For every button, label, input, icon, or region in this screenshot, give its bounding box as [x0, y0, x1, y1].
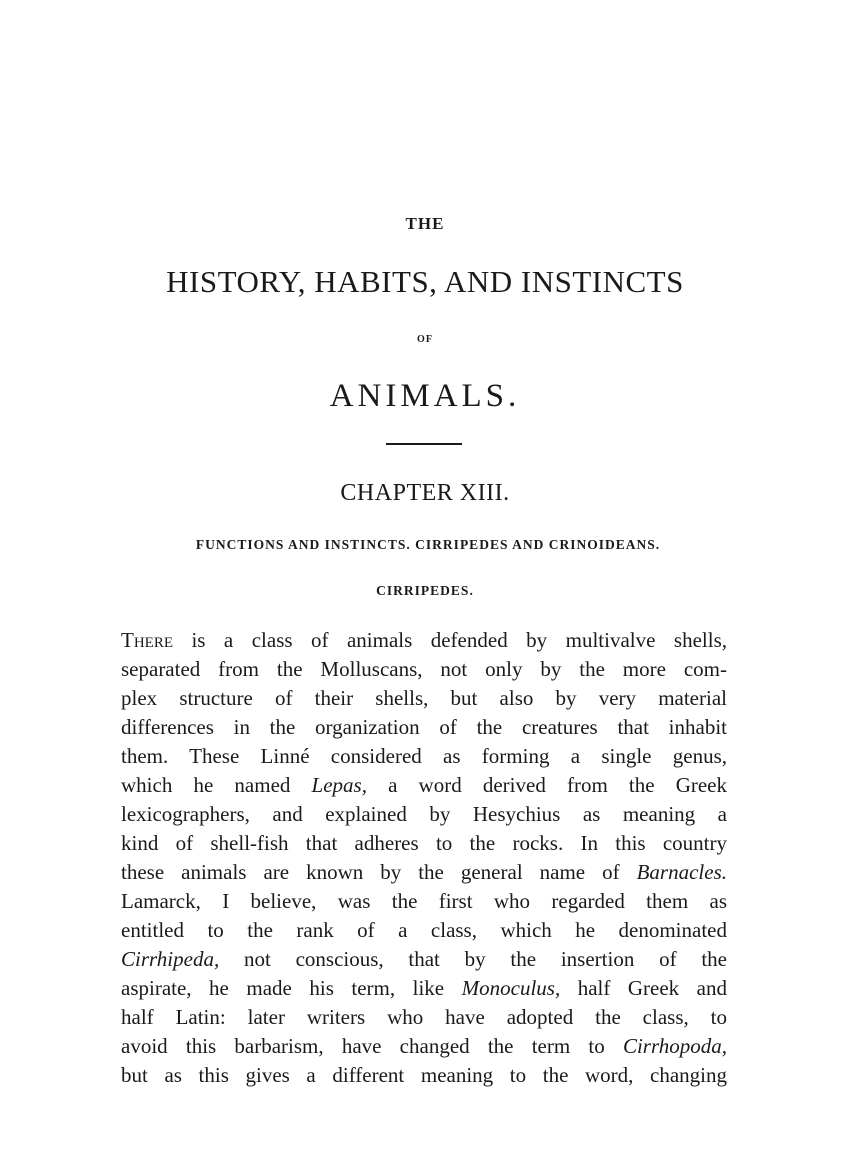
heading-of: OF: [417, 334, 433, 345]
italic-term: Barnacles.: [636, 860, 727, 884]
title-rule: [386, 443, 462, 445]
line-text: avoid this barbarism, have changed the term to: [121, 1034, 623, 1058]
heading-animals: ANIMALS.: [329, 378, 521, 414]
body-line: plex structure of their shells, but also by very material: [121, 686, 727, 710]
italic-term: Cirrhipeda,: [121, 947, 220, 971]
body-line: but as this gives a different meaning to the word, changing: [121, 1063, 727, 1087]
body-line: differences in the organization of the creatures that inhabit: [121, 715, 727, 739]
body-line: them. These Linné considered as forming a single genus,: [121, 744, 727, 768]
chapter-subtitle: FUNCTIONS AND INSTINCTS. CIRRIPEDES AND CRINOIDEANS.: [195, 537, 661, 552]
italic-term: Monoculus,: [461, 976, 561, 1000]
line-text: aspirate, he made his term, like: [121, 976, 462, 1000]
body-line: lexicographers, and explained by Hesychius as meaning a: [121, 802, 727, 826]
drop-word: There: [121, 628, 173, 652]
italic-term: Lepas,: [311, 773, 367, 797]
line-text: a word derived from the Greek: [366, 773, 727, 797]
body-line: entitled to the rank of a class, which he denominated: [121, 918, 727, 942]
line-text: is a class of animals defended by multivalve shells,: [173, 628, 727, 652]
italic-term: Cirrhopoda,: [622, 1034, 727, 1058]
line-text: not conscious, that by the insertion of the: [219, 947, 727, 971]
heading-the: THE: [405, 214, 445, 233]
body-line: [121, 1032, 727, 1061]
body-line: Lamarck, I believe, was the first who regarded them as: [121, 889, 727, 913]
body-line: half Latin: later writers who have adopted the class, to: [121, 1005, 727, 1029]
body-line: [121, 974, 727, 1003]
body-line: [121, 771, 727, 800]
line-text: which he named: [121, 773, 312, 797]
line-text: half Greek and: [560, 976, 727, 1000]
book-title: HISTORY, HABITS, AND INSTINCTS: [166, 264, 684, 299]
chapter-heading: CHAPTER XIII.: [340, 480, 510, 506]
body-line: [121, 858, 727, 887]
body-text: [121, 626, 727, 1090]
body-line: kind of shell-fish that adheres to the rocks. In this country: [121, 831, 727, 855]
line-text: these animals are known by the general name of: [121, 860, 637, 884]
body-line: separated from the Molluscans, not only by the more com-: [121, 657, 727, 681]
body-line: [121, 945, 727, 974]
section-heading: CIRRIPEDES.: [376, 583, 474, 598]
body-line: [121, 626, 727, 655]
